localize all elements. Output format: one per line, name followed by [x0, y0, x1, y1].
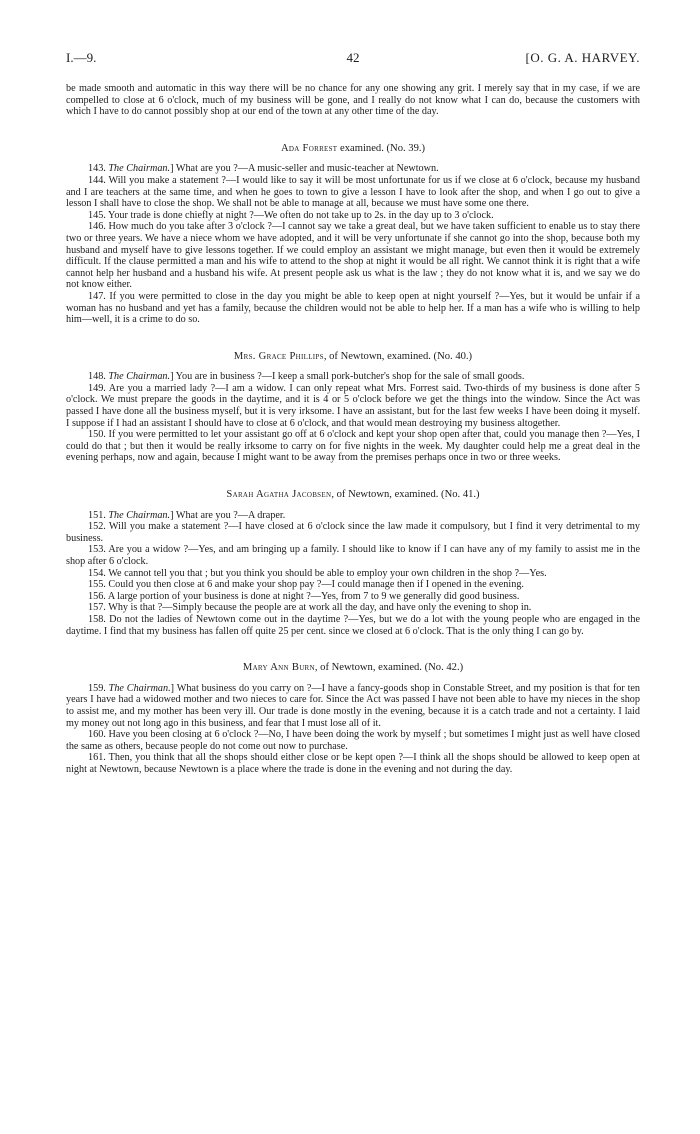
testimony-text: Do not the ladies of Newtown come out in the daytime ?—Yes, but we do a lot with the young people who are engaged in the daytime. I find that my business has fallen off quite 25 per cent. since we closed at 6 o'clock. That is the only thing I can go by.: [66, 613, 641, 637]
speaker-label: The Chairman.: [108, 163, 171, 175]
witness-heading: [66, 351, 640, 363]
question-number: 148.: [88, 371, 109, 383]
testimony-text: Why is that ?—Simply because the people are at work all the day, and have only the evening to shop in.: [108, 602, 532, 614]
question-number: 159.: [88, 682, 109, 694]
testimony-paragraph: [66, 210, 640, 222]
testimony-paragraph: [66, 175, 640, 210]
witness-name: Mrs. Grace Phillips: [233, 350, 324, 362]
sections-container: [66, 143, 640, 776]
testimony-paragraph: [66, 521, 640, 544]
page-content: [66, 83, 640, 776]
testimony-text: Could you then close at 6 and make your shop pay ?—I could manage then if I opened in the evening.: [108, 579, 524, 591]
testimony-paragraph: [66, 429, 640, 464]
testimony-paragraph: [66, 568, 640, 580]
testimony-paragraph: [66, 752, 640, 775]
question-number: 157.: [88, 602, 109, 614]
testimony-text: Your trade is done chiefly at night ?—We often do not take up to 2s. in the day up to 3 o'clock.: [108, 209, 494, 221]
witness-name: Mary Ann Burn: [242, 662, 315, 674]
witness-section: [66, 143, 640, 326]
speaker-label: The Chairman.: [108, 509, 171, 521]
witness-heading-detail: , of Newtown, examined. (No. 42.): [314, 662, 464, 674]
witness-section: [66, 662, 640, 775]
testimony-paragraph: [66, 291, 640, 326]
witness-section: [66, 489, 640, 637]
testimony-paragraph: [66, 602, 640, 614]
question-number: 153.: [88, 544, 109, 556]
witness-heading: [66, 143, 640, 155]
question-number: 145.: [88, 209, 108, 221]
question-number: 149.: [88, 382, 109, 394]
question-number: 150.: [88, 429, 109, 441]
witness-heading: [66, 489, 640, 501]
question-number: 156.: [88, 590, 108, 602]
question-number: 151.: [88, 509, 109, 521]
testimony-paragraph: [66, 683, 640, 729]
testimony-text: ] What business do you carry on ?—I have a fancy-goods shop in Constable Street, and my position is that for ten years I have had a widowed mother and two nieces to care for. Since the Act was passed I have not been able to have my nieces in the shop to assist me, and my mother has been very ill. Our trade is done mostly in the evening, because it is a catch trade and not a certainty. I laid my money out not long ago in this business, and fear that I must lose all of it.: [66, 682, 641, 729]
testimony-text: How much do you take after 3 o'clock ?—I cannot say we take a great deal, but we have taken sufficient to enable us to stay there two or three years. We have a niece whom we have adopted, and it will be very unfortunate if she cannot go into the shop, because both my husband and myself have to give lessons together. If we could employ an assistant we might manage, but even then it would be extremely difficult. If the clause permitted a man and his wife to attend to the shop at night it would be all right. We cannot think it is right that a wife cannot help her husband and a husband his wife. At present people ask us what is the law ; they do not know what it is, and we say we do not know either.: [66, 221, 641, 291]
witness-heading-detail: examined. (No. 39.): [337, 142, 426, 154]
witness-section: [66, 351, 640, 464]
testimony-paragraph: [66, 544, 640, 567]
testimony-text: If you were permitted to close in the day you might be able to keep open at night yourself ?—Yes, but it would be unfair if a woman has no husband and yet has a family, because the children would not be able to help her. If a man has a wife who is willing to help him—well, it is a crime to do so.: [66, 290, 640, 326]
question-number: 161.: [88, 752, 109, 764]
question-number: 158.: [88, 613, 110, 625]
testimony-paragraph: [66, 510, 640, 522]
testimony-text: ] What are you ?—A music-seller and music-teacher at Newtown.: [170, 163, 439, 175]
speaker-label: The Chairman.: [108, 682, 171, 694]
question-number: 155.: [88, 579, 109, 591]
witness-reference: [O. G. A. HARVEY.: [525, 50, 640, 65]
witness-name: Sarah Agatha Jacobsen: [226, 489, 332, 501]
testimony-paragraph: [66, 614, 640, 637]
testimony-text: ] What are you ?—A draper.: [170, 509, 286, 521]
testimony-paragraph: [66, 579, 640, 591]
page-number: 42: [346, 50, 360, 65]
witness-name: Ada Forrest: [280, 142, 338, 154]
question-number: 160.: [88, 729, 109, 741]
witness-heading-detail: , of Newtown, examined. (No. 41.): [331, 489, 480, 501]
question-number: 152.: [88, 521, 109, 533]
question-number: 146.: [88, 221, 109, 233]
testimony-text: Are you a widow ?—Yes, and am bringing up a family. I should like to know if I can have any of my family to assist me in the shop after 6 o'clock.: [66, 544, 640, 567]
witness-heading-detail: , of Newtown, examined. (No. 40.): [323, 350, 473, 362]
testimony-text: Are you a married lady ?—I am a widow. I can only repeat what Mrs. Forrest said. Two-thirds of my business is done after 5 o'clock. We must prepare the goods in the daytime, and it is 4 or 5 o'clock before we get the things into the window. Since the Act was passed I have done all the business myself, but it is very irksome. I have an assistant, but for the last few weeks I have been doing it myself. I suppose if I had an assistant I should have to close at 6 o'clock, and that would mean destroying my business altogether.: [66, 382, 640, 429]
testimony-text: We cannot tell you that ; but you think you should be able to employ your own children in the shop ?—Yes.: [108, 567, 547, 579]
testimony-text: Will you make a statement ?—I would like to say it will be most unfortunate for us if we close at 6 o'clock, because my husband and I are teachers at the same time, and when he goes to town to give a lesson I have to look after the shop, and when I go out to give a lesson I shall have to close the shop. We shall not be able to manage at all, because we must have some one there.: [66, 174, 640, 210]
testimony-paragraph: [66, 729, 640, 752]
speaker-label: The Chairman.: [108, 371, 171, 383]
testimony-text: If you were permitted to let your assistant go off at 6 o'clock and kept your shop open after that, could you manage then ?—Yes, I could do that ; but then it would be really irksome to carry on for five nights in the week. My daughter could help me a great deal in the evening perhaps, now and again, because I might want to be away from the premises perhaps once in two or three weeks.: [66, 429, 641, 464]
question-number: 144.: [88, 174, 109, 186]
testimony-text: Then, you think that all the shops should either close or be kept open ?—I think all the shops should be allowed to keep open at night at Newtown, because Newtown is a place where the trade is done in the evening and not during the day.: [66, 752, 640, 775]
testimony-text: Have you been closing at 6 o'clock ?—No, I have been doing the work by myself ; but sometimes I might just as well have closed the same as others, because people do not come out now to purchase.: [66, 729, 640, 752]
intro-paragraph: be made smooth and automatic in this way there will be no chance for any one showing any grit. I merely say that in my case, if we are compelled to close at 6 o'clock, much of my business will be gone, and I really do not know what I can do, because the customers with which I have to do cannot possibly shop at our end of the town at any other time of the day.: [66, 83, 640, 118]
testimony-paragraph: [66, 221, 640, 291]
witness-heading: [66, 662, 640, 674]
testimony-paragraph: [66, 383, 640, 429]
question-number: 147.: [88, 290, 110, 302]
testimony-paragraph: [66, 371, 640, 383]
testimony-text: Will you make a statement ?—I have closed at 6 o'clock since the law made it compulsory, but I find it very detrimental to my business.: [66, 521, 640, 544]
page-header: [66, 52, 640, 68]
testimony-paragraph: [66, 163, 640, 175]
testimony-text: A large portion of your business is done at night ?—Yes, from 7 to 9 we generally did good business.: [107, 590, 520, 602]
testimony-text: ] You are in business ?—I keep a small pork-butcher's shop for the sale of small goods.: [170, 371, 525, 383]
question-number: 143.: [88, 163, 109, 175]
testimony-paragraph: [66, 591, 640, 603]
question-number: 154.: [88, 567, 109, 579]
paper-reference: I.—9.: [66, 50, 97, 65]
